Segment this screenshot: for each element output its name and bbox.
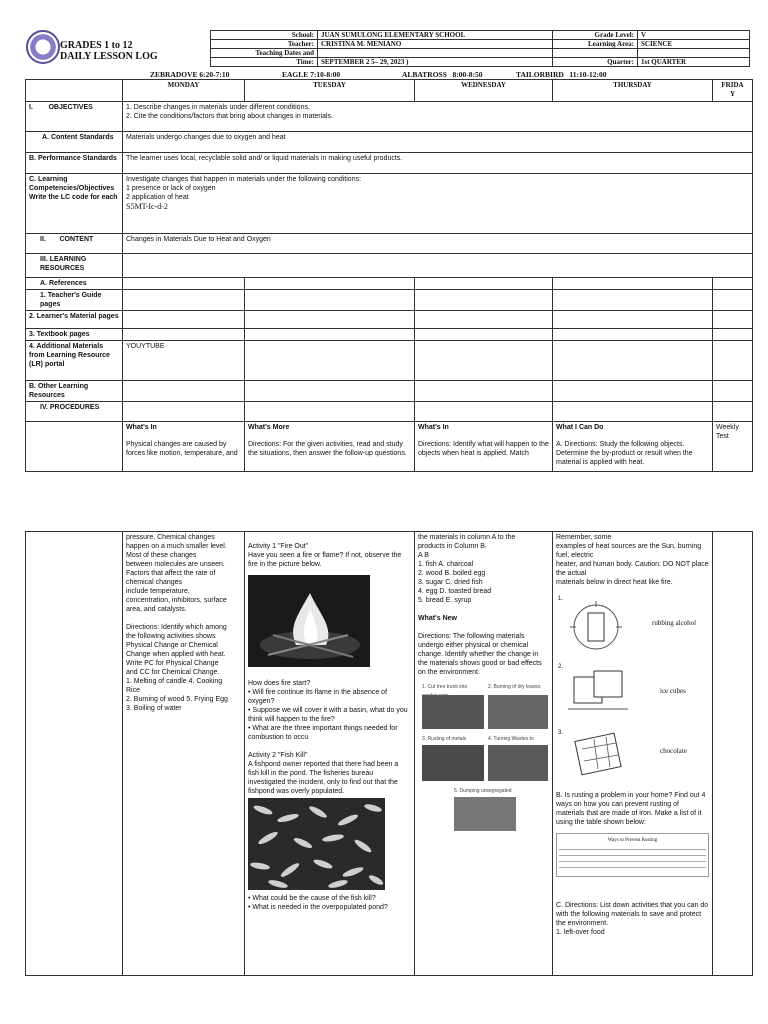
item-chocolate: chocolate [660, 747, 687, 755]
photo-tree-pots [422, 695, 484, 729]
page2-tuesday: Activity 1 "Fire Out" Have you seen a fire or flame? If not, observe the fire in the picture below. How does fire start? • Will fire continue its flame in the absence of oxygen? • Suppose we will cover it with a basin, what do you think will happen to the fire? • What are the three important things needed for combustion to occu Activity 2 "Fish Kill" A fishpond owner reported that there had been a fish kill in the pond. The fisheries bureau investigated the incident, only to find out that the fishpond was overly populated. • What could be the cause of the fish kill? • What is needed in the overpopulated pond? [245, 532, 415, 976]
performance-standards-label: B. Performance Standards [26, 153, 123, 174]
proc-wednesday: What's In Directions: Identify what will happen to the objects when heat is applied. Match [415, 422, 553, 472]
procedures-label: IV. PROCEDURES [26, 402, 123, 422]
teacher-label: Teacher: [211, 40, 318, 49]
alcohol-sketch-icon [566, 597, 626, 657]
environment-photos: 1. Cut tree trunk into 2. Burning of dry leaves 3. Rusting of metals 4. Turning Wastes to 5. Dumping unsegregated [418, 683, 549, 843]
log-title: GRADES 1 to 12 DAILY LESSON LOG [60, 40, 158, 62]
day-wednesday: WEDNESDAY [415, 80, 553, 102]
quarter-value: 1st QUARTER [638, 58, 750, 67]
day-monday: MONDAY [123, 80, 245, 102]
rusting-table: Ways to Prevent Rusting [556, 833, 709, 877]
grade-label: Grade Level: [553, 31, 638, 40]
proc-thursday: What I Can Do A. Directions: Study the following objects. Determine the by-product or result when the material is applied with heat. [553, 422, 713, 472]
activity2-title: Activity 2 "Fish Kill" [248, 752, 308, 759]
activity1-title: Activity 1 "Fire Out" [248, 543, 309, 550]
photo-wastes [488, 745, 548, 781]
header-table [210, 30, 750, 67]
activity2-text: A fishpond owner reported that there had been a fish kill in the pond. The fisheries bureau investigated the incident, only to find out that the fishpond was overly populated. [248, 761, 399, 795]
thursday-c-item: 1. left-over food [556, 929, 605, 936]
competencies-label: C. Learning Competencies/Objectives Write the LC code for each [26, 174, 123, 234]
proc-tuesday: What's More Directions: For the given activities, read and study the situations, then answer the follow-up questions. [245, 422, 415, 472]
references-label: A. References [26, 278, 123, 290]
day-tuesday: TUESDAY [245, 80, 415, 102]
proc-friday: Weekly Test [713, 422, 753, 472]
page2-thursday: Remember, some examples of heat sources are the Sun, burning fuel, electric heater, and human body. Caution: DO NOT place the actual materials below in direct heat like fire. 1. rubbing alcohol 2. ice cubes 3. chocolate B. Is rusting a problem in your home? Find out 4 ways on how you can prevent rusting of materials that are made of iron. Make a list of it using the table shown below: Ways to Prevent Rusting C. Directions: List down activities that you can do with the following materials to save and protect the environment. 1. left-over food [553, 532, 713, 976]
dates-value: SEPTEMBER 2 5– 29, 2023 ) [318, 58, 553, 67]
ice-cubes-sketch-icon [568, 663, 630, 717]
teacher-value: CRISTINA M. MENIANO [318, 40, 553, 49]
photo-dumping [454, 797, 516, 831]
schedule-3: ALBATROSS 8:00-8:50 [402, 70, 483, 79]
whats-new-text: Directions: The following materials undergo either physical or chemical change. Identify whether the change in the materials shows good or bad effects on the environment. [418, 633, 542, 676]
content-standards-label: A. Content Standards [26, 132, 123, 153]
whats-new-heading: What's New [418, 615, 458, 622]
schedule-2: EAGLE 7:10-8:00 [282, 70, 341, 79]
performance-standards-text: The learner uses local, recyclable solid and/ or liquid materials in making useful products. [123, 153, 753, 174]
competencies-text: Investigate changes that happen in materials under the following conditions: 1 presence or lack of oxygen 2 application of heat S5MT-Ic-d-2 [123, 174, 753, 234]
page2-monday [123, 532, 245, 976]
additional-materials-label: 4. Additional Materials from Learning Resource (LR) portal [26, 341, 123, 381]
dates-label-2: Time: [211, 58, 318, 67]
fire-photo [248, 575, 370, 667]
school-label: School: [211, 31, 318, 40]
quarter-label: Quarter: [553, 58, 638, 67]
objectives-label: I. OBJECTIVES [26, 102, 123, 132]
day-thursday: THURSDAY [553, 80, 713, 102]
schedule-4: TAILORBIRD 11:10-12:00 [516, 70, 607, 79]
teachers-guide-label: 1. Teacher's Guide pages [26, 290, 123, 311]
activity1-text: Have you seen a fire or flame? If not, observe the fire in the picture below. [248, 552, 402, 568]
thursday-part-c: C. Directions: List down activities that you can do with the following materials to save and protect the environment. [556, 902, 709, 927]
thursday-part-b: B. Is rusting a problem in your home? Find out 4 ways on how you can prevent rusting of materials that are made of iron. Make a list of it using the table shown below: [556, 792, 706, 826]
content-standards-text: Materials undergo changes due to oxygen and heat [123, 132, 753, 153]
fish-kill-photo [248, 798, 385, 890]
learning-resources-label: III. LEARNING RESOURCES [26, 254, 123, 278]
other-resources-label: B. Other Learning Resources [26, 381, 123, 402]
chocolate-sketch-icon [570, 727, 630, 785]
deped-seal [26, 30, 60, 64]
photo-burning-leaves [488, 695, 548, 729]
item-ice-cubes: ice cubes [660, 687, 686, 695]
textbook-label: 3. Textbook pages [26, 329, 123, 341]
photo-rusting-metals [422, 745, 484, 781]
day-friday: FRIDA Y [713, 80, 753, 102]
objectives-text: 1. Describe changes in materials under different conditions. 2. Cite the conditions/factors that bring about changes in materials. [123, 102, 753, 132]
content-text: Changes in Materials Due to Heat and Oxygen [123, 234, 753, 254]
school-value: JUAN SUMULONG ELEMENTARY SCHOOL [318, 31, 553, 40]
monday-lines: pressure. Chemical changes happen on a much smaller level. Most of these changes between molecules are unseen. Factors that affect the rate of chemical changes include temperature, concentration, inhibitors, surface area, and catalysts. Directions: Identify which among the following activities shows Physical Change or Chemical Change when applied with heat. Write PC for Physical Change and CC for Chemical Change. 1. Melting of candle 4. Cooking Rice 2. Burning of wood 5. Frying Egg 3. Boiling of water [126, 534, 228, 712]
additional-materials-monday: YOUYTUBE [123, 341, 245, 381]
area-label: Learning Area: [553, 40, 638, 49]
content-label: II. CONTENT [26, 234, 123, 254]
area-value: SCIENCE [638, 40, 750, 49]
dates-label-1: Teaching Dates and [211, 49, 318, 58]
grade-value: V [638, 31, 750, 40]
heat-objects: 1. rubbing alcohol 2. ice cubes 3. chocolate [556, 591, 709, 791]
page2-wednesday: the materials in column A to the products in Column B. A B 1. fish A. charcoal 2. wood B. boiled egg 3. sugar C. dried fish 4. egg D. toasted bread 5. bread E. syrup What's New Directions: The following materials undergo either physical or chemical change. Identify whether the change in the materials shows good or bad effects on the environment. 1. Cut tree trunk into 2. Burning of dry leaves 3. Rusting of metals 4. Turning Wastes to 5. Dumping unsegregated [415, 532, 553, 976]
schedule-1: ZEBRADOVE 6:20-7:10 [150, 70, 230, 79]
lesson-table-page2 [25, 531, 753, 976]
proc-monday: What's In Physical changes are caused by forces like motion, temperature, and [123, 422, 245, 472]
item-rubbing-alcohol: rubbing alcohol [652, 619, 697, 627]
learners-material-label: 2. Learner's Material pages [26, 311, 123, 329]
lesson-table-page1 [25, 79, 753, 472]
